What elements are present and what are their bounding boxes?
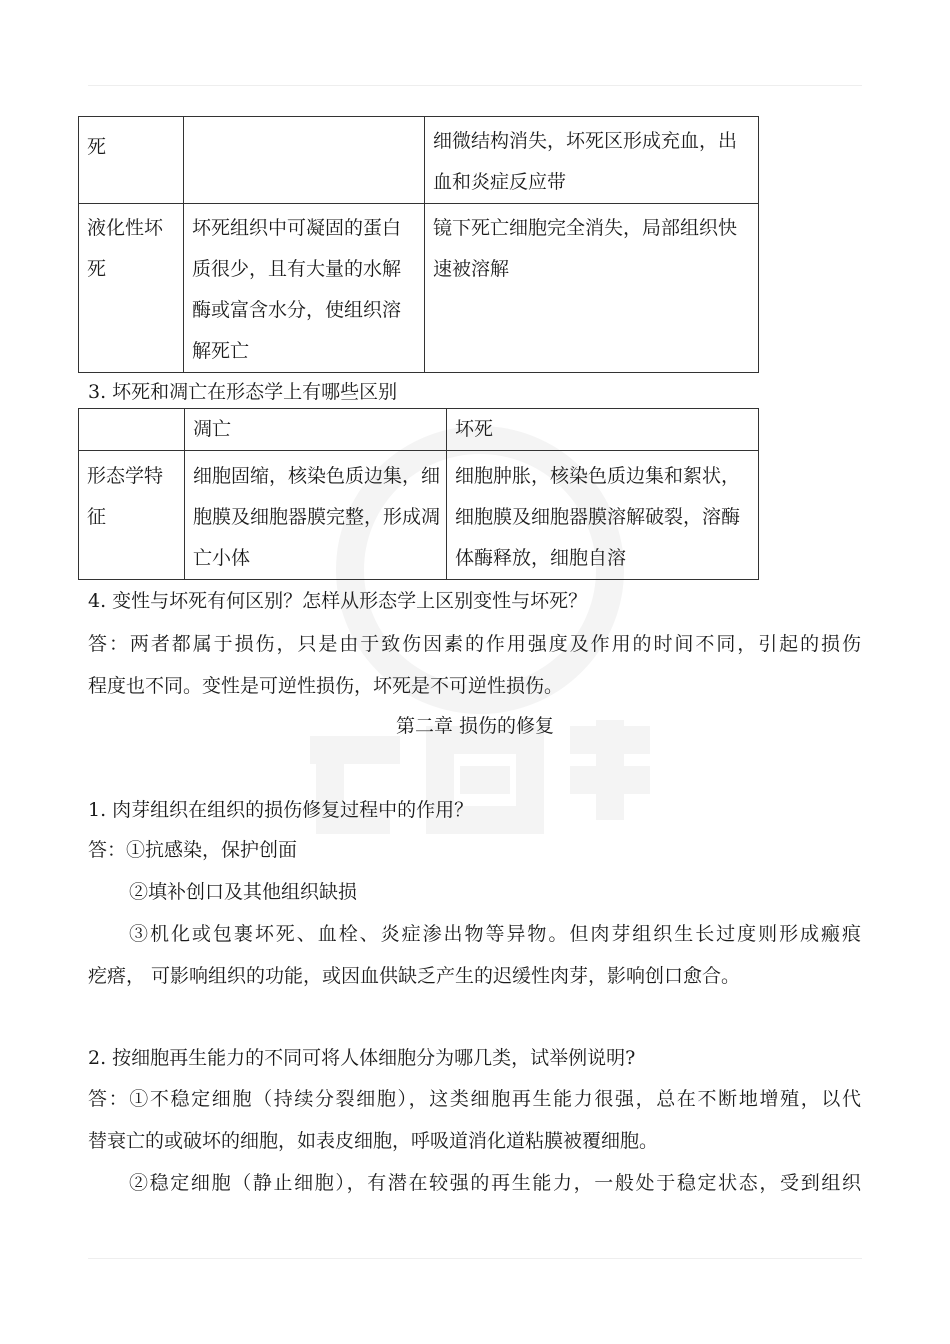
chapter2-question-1: 1. 肉芽组织在组织的损伤修复过程中的作用？ bbox=[88, 799, 474, 821]
chapter2-answer-1-item-2: ②填补创口及其他组织缺损 bbox=[129, 881, 358, 903]
answer-4-line-1: 答：两者都属于损伤，只是由于致伤因素的作用强度及作用的时间不同，引起的损伤 bbox=[88, 633, 861, 655]
table-cell: 细微结构消失，坏死区形成充血，出血和炎症反应带 bbox=[425, 117, 759, 204]
table-row bbox=[79, 204, 759, 373]
chapter2-question-2: 2. 按细胞再生能力的不同可将人体细胞分为哪几类，试举例说明? bbox=[88, 1047, 636, 1069]
chapter2-answer-2-item-2-line-1: ②稳定细胞（静止细胞），有潜在较强的再生能力，一般处于稳定状态，受到组织 bbox=[129, 1172, 861, 1194]
header-rule bbox=[88, 85, 862, 86]
table-cell: 细胞固缩，核染色质边集，细胞膜及细胞器膜完整，形成凋亡小体 bbox=[185, 451, 447, 580]
table-cell: 镜下死亡细胞完全消失，局部组织快速被溶解 bbox=[425, 204, 759, 373]
chapter2-answer-2-line-1: 答：①不稳定细胞（持续分裂细胞），这类细胞再生能力很强，总在不断地增殖，以代 bbox=[88, 1088, 861, 1110]
chapter-title: 第二章 损伤的修复 bbox=[395, 715, 555, 737]
apoptosis-vs-necrosis-table bbox=[78, 408, 759, 580]
chapter2-answer-2-line-2: 替衰亡的或破坏的细胞，如表皮细胞，呼吸道消化道粘膜被覆细胞。 bbox=[88, 1130, 659, 1152]
footer-rule bbox=[88, 1258, 862, 1259]
table-cell: 形态学特征 bbox=[79, 451, 185, 580]
table-row bbox=[79, 117, 759, 204]
table-cell: 坏死组织中可凝固的蛋白质很少，且有大量的水解酶或富含水分，使组织溶解死亡 bbox=[184, 204, 425, 373]
table-header-cell bbox=[79, 409, 185, 451]
table-cell: 死 bbox=[79, 117, 184, 204]
question-4: 4. 变性与坏死有何区别？怎样从形态学上区别变性与坏死？ bbox=[88, 590, 588, 612]
question-3: 3. 坏死和凋亡在形态学上有哪些区别 bbox=[88, 381, 398, 403]
table-header-row bbox=[79, 409, 759, 451]
table-cell: 液化性坏死 bbox=[79, 204, 184, 373]
necrosis-types-table bbox=[78, 116, 759, 373]
table-cell: 细胞肿胀，核染色质边集和絮状，细胞膜及细胞器膜溶解破裂，溶酶体酶释放，细胞自溶 bbox=[447, 451, 759, 580]
chapter2-answer-1-item-1: 答：①抗感染，保护创面 bbox=[88, 839, 298, 861]
table-header-cell: 坏死 bbox=[447, 409, 759, 451]
chapter2-answer-1-item-3-line-1: ③机化或包裹坏死、血栓、炎症渗出物等异物。但肉芽组织生长过度则形成瘢痕 bbox=[129, 923, 861, 945]
table-header-cell: 凋亡 bbox=[185, 409, 447, 451]
chapter2-answer-1-item-3-line-2: 疙瘩， 可影响组织的功能，或因血供缺乏产生的迟缓性肉芽，影响创口愈合。 bbox=[88, 965, 741, 987]
table-row bbox=[79, 451, 759, 580]
answer-4-line-2: 程度也不同。变性是可逆性损伤，坏死是不可逆性损伤。 bbox=[88, 675, 564, 697]
table-cell bbox=[184, 117, 425, 204]
